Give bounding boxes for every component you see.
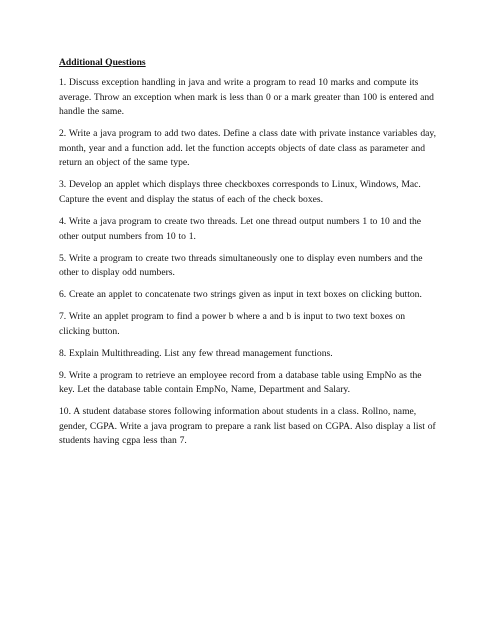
question-10: 10. A student database stores following information about students in a class. Rollno, name, gender, CGPA. Write a java program to prepare a rank list based on CGPA. Also display a list of students having cgpa less than 7. xyxy=(59,406,436,447)
question-9: 9. Write a program to retrieve an employee record from a database table using EmpNo as the key. Let the database table contain EmpNo, Name, Department and Salary. xyxy=(59,369,422,396)
question-8: 8. Explain Multithreading. List any few thread management functions. xyxy=(59,347,333,359)
question-1: 1. Discuss exception handling in java and write a program to read 10 marks and compute its average. Throw an exception when mark is less than 0 or a mark greater than 100 is entered and handle the same. xyxy=(59,77,434,118)
question-6: 6. Create an applet to concatenate two strings given as input in text boxes on clicking button. xyxy=(59,289,422,301)
question-2: 2. Write a java program to add two dates. Define a class date with private instance variables day, month, year and a function add. let the function accepts objects of date class as parameter and return an object of the same type. xyxy=(59,128,436,169)
section-heading: Additional Questions xyxy=(59,57,146,68)
question-4: 4. Write a java program to create two threads. Let one thread output numbers 1 to 10 and the other output numbers from 10 to 1. xyxy=(59,215,422,242)
question-7: 7. Write an applet program to find a power b where a and b is input to two text boxes on clicking button. xyxy=(59,311,406,337)
question-5: 5. Write a program to create two threads simultaneously one to display even numbers and the other to display odd numbers. xyxy=(59,252,423,279)
questions-section xyxy=(59,56,437,456)
question-3: 3. Develop an applet which displays three checkboxes corresponds to Linux, Windows, Mac. Capture the event and display the status of each of the check boxes. xyxy=(59,179,421,205)
